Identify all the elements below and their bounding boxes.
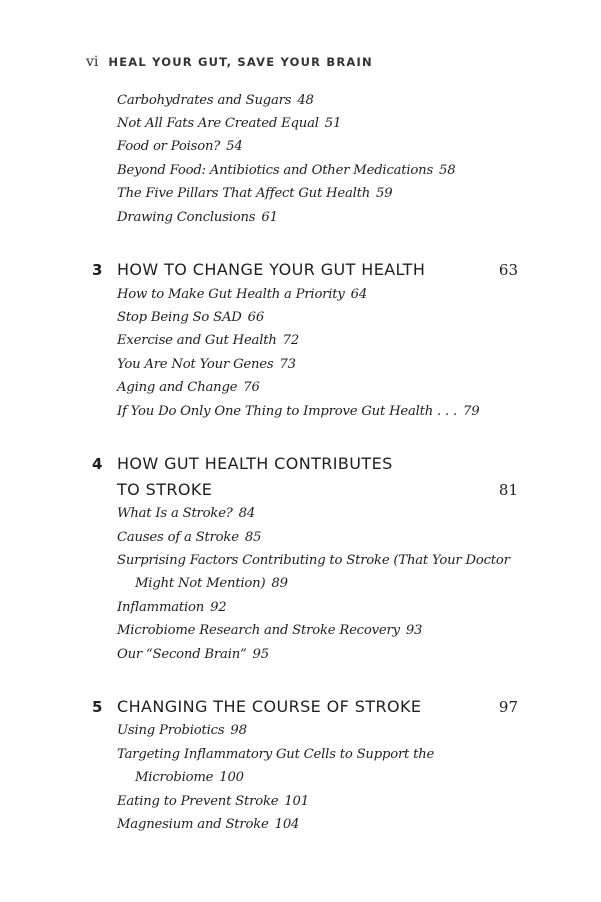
toc-entry-title: Microbiome Research and Stroke Recovery: [117, 623, 400, 638]
toc-entry-continuation: [135, 770, 244, 786]
toc-entry-page: 89: [271, 576, 288, 591]
toc-entry-page: 64: [350, 287, 368, 302]
toc-entry-title: The Five Pillars That Affect Gut Health: [117, 186, 371, 201]
chapter-number: 5: [92, 698, 103, 716]
toc-entry: [117, 506, 255, 522]
page-number: vi: [86, 54, 99, 70]
toc-entry-title: Exercise and Gut Health: [117, 333, 277, 348]
toc-entry: [117, 163, 455, 179]
toc-entry: [117, 380, 260, 396]
toc-entry-page: 93: [405, 623, 423, 638]
toc-entry-title: Carbohydrates and Sugars: [117, 93, 292, 108]
toc-entry-title: Stop Being So SAD: [117, 310, 242, 325]
toc-entry-page: 48: [297, 93, 314, 108]
toc-entry-title: Aging and Change: [117, 380, 238, 395]
toc-entry-title: How to Make Gut Health a Priority: [117, 287, 345, 302]
toc-entry-page: 101: [284, 794, 309, 809]
toc-entry-page: 66: [247, 310, 265, 325]
chapter-title: CHANGING THE COURSE OF STROKE: [117, 697, 422, 716]
toc-entry-title: Targeting Inflammatory Gut Cells to Support the: [117, 747, 435, 762]
toc-entry-page: 84: [238, 506, 256, 521]
toc-entry-page: 58: [439, 163, 456, 178]
toc-entry-title: Beyond Food: Antibiotics and Other Medications: [117, 163, 434, 178]
toc-entry: [117, 723, 247, 739]
toc-entry: [117, 553, 510, 569]
toc-entry-page: 92: [210, 600, 227, 615]
toc-entry-title: Using Probiotics: [117, 723, 225, 738]
toc-entry-page: 85: [244, 530, 262, 545]
toc-entry: [117, 530, 261, 546]
toc-entry: [117, 404, 479, 420]
toc-entry-title: Surprising Factors Contributing to Stroke (That Your Doctor: [117, 553, 510, 568]
toc-entry-title: Food or Poison?: [117, 139, 221, 154]
toc-entry: [117, 210, 278, 226]
toc-entry: [117, 116, 341, 132]
toc-entry-title-cont: Might Not Mention): [135, 576, 266, 591]
chapter-title-line2: TO STROKE: [117, 480, 213, 499]
toc-entry-title: Inflammation: [117, 600, 205, 615]
toc-entry-page: 79: [463, 404, 480, 419]
chapter-number: 3: [92, 261, 103, 279]
toc-entry: [117, 357, 296, 373]
toc-entry-title: Drawing Conclusions: [117, 210, 256, 225]
toc-entry-page: 104: [274, 817, 300, 832]
toc-entry-title: You Are Not Your Genes: [117, 357, 274, 372]
toc-entry: [117, 186, 392, 202]
toc-entry-page: 61: [261, 210, 278, 225]
toc-entry-title: Causes of a Stroke: [117, 530, 239, 545]
book-title: HEAL YOUR GUT, SAVE YOUR BRAIN: [108, 55, 373, 69]
toc-entry-page: 59: [376, 186, 393, 201]
chapter-number: 4: [92, 455, 103, 473]
toc-entry-page: 51: [324, 116, 342, 131]
toc-entry: [117, 333, 299, 349]
toc-entry: [117, 623, 422, 639]
toc-entry-page: 76: [243, 380, 260, 395]
running-head: [86, 54, 373, 72]
toc-entry-continuation: [135, 576, 288, 592]
toc-entry-title: Eating to Prevent Stroke: [117, 794, 279, 809]
toc-entry: [117, 817, 299, 833]
toc-entry-title: Magnesium and Stroke: [117, 817, 269, 832]
toc-entry: [117, 600, 226, 616]
toc-entry: [117, 310, 264, 326]
toc-entry-page: 95: [252, 647, 269, 662]
toc-entry-page: 73: [279, 357, 296, 372]
toc-entry-title: If You Do Only One Thing to Improve Gut Health . . .: [117, 404, 457, 419]
toc-entry-title-cont: Microbiome: [135, 770, 214, 785]
toc-entry-page: 100: [219, 770, 244, 785]
toc-entry: [117, 139, 243, 155]
chapter-page: 63: [498, 261, 518, 279]
toc-entry: [117, 647, 269, 663]
toc-entry-title: What Is a Stroke?: [117, 506, 233, 521]
toc-entry: [117, 93, 314, 109]
chapter-title-line1: HOW GUT HEALTH CONTRIBUTES: [117, 454, 393, 473]
toc-entry-page: 98: [230, 723, 247, 738]
chapter-title: HOW TO CHANGE YOUR GUT HEALTH: [117, 260, 426, 279]
toc-entry-title: Our “Second Brain”: [117, 647, 247, 662]
toc-entry-page: 54: [226, 139, 243, 154]
toc-entry: [117, 794, 309, 810]
chapter-page: 97: [498, 698, 518, 716]
chapter-page: 81: [498, 481, 518, 499]
toc-entry: [117, 747, 434, 763]
toc-entry-page: 72: [282, 333, 300, 348]
toc-entry-title: Not All Fats Are Created Equal: [117, 116, 319, 131]
toc-entry: [117, 287, 367, 303]
